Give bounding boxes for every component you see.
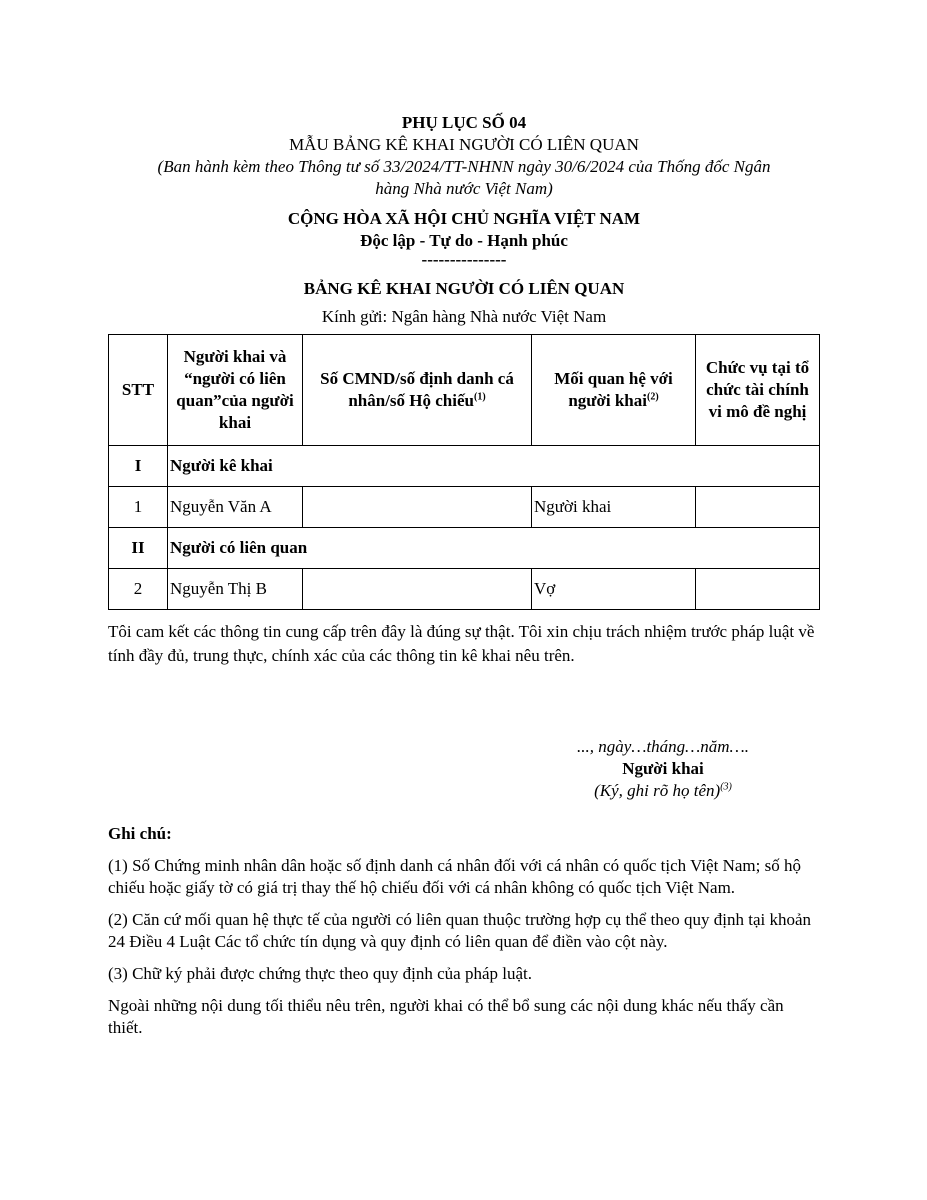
appendix-title: PHỤ LỤC SỐ 04 — [401, 113, 527, 132]
table-row — [109, 569, 820, 610]
signature-block — [503, 736, 823, 802]
note-item: (3) Chữ ký phải được chứng thực theo quy định của pháp luật. — [108, 964, 533, 983]
section-label: Người có liên quan — [168, 528, 820, 569]
section-code: II — [109, 528, 168, 569]
separator: --------------- — [421, 250, 507, 269]
row-relation: Vợ — [532, 569, 696, 610]
section-row-related — [109, 528, 820, 569]
motto: Độc lập - Tự do - Hạnh phúc — [360, 231, 568, 250]
signature-role: Người khai — [622, 759, 704, 778]
notes-section — [108, 823, 820, 1049]
appendix-subtitle: MẪU BẢNG KÊ KHAI NGƯỜI CÓ LIÊN QUAN — [289, 135, 639, 154]
note-item: Ngoài những nội dung tối thiểu nêu trên, người khai có thể bổ sung các nội dung khác nếu thấy cần thiết. — [108, 996, 784, 1037]
row-name: Nguyễn Thị B — [168, 569, 303, 610]
row-stt: 1 — [109, 487, 168, 528]
row-name: Nguyễn Văn A — [168, 487, 303, 528]
signature-hint — [503, 780, 823, 802]
form-title: BẢNG KÊ KHAI NGƯỜI CÓ LIÊN QUAN — [303, 279, 625, 298]
document-page — [108, 108, 820, 1037]
note-item: (1) Số Chứng minh nhân dân hoặc số định danh cá nhân đối với cá nhân có quốc tịch Việt Nam; số hộ chiếu hoặc giấy tờ có giá trị thay thế hộ chiếu đối với cá nhân không có quốc tịch Việt Nam. — [108, 856, 801, 897]
notes-title: Ghi chú: — [108, 824, 172, 843]
header-id-doc-label: Số CMND/số định danh cá nhân/số Hộ chiếu — [320, 369, 514, 410]
header-relation-label: Mối quan hệ với người khai — [554, 369, 673, 410]
recipient-line: Kính gửi: Ngân hàng Nhà nước Việt Nam — [321, 307, 607, 326]
appendix-issued-note: (Ban hành kèm theo Thông tư số 33/2024/TT-NHNN ngày 30/6/2024 của Thống đốc Ngân hàng Nhà nước Việt Nam) — [157, 157, 771, 198]
header-stt: STT — [109, 335, 168, 446]
row-position — [696, 487, 820, 528]
signature-date-line: ..., ngày…tháng…năm…. — [577, 737, 749, 756]
header-relation — [532, 335, 696, 446]
commitment-text: Tôi cam kết các thông tin cung cấp trên đây là đúng sự thật. Tôi xin chịu trách nhiệm trước pháp luật về tính đầy đủ, trung thực, chính xác của các thông tin kê khai nêu trên. — [108, 622, 815, 665]
header-position: Chức vụ tại tổ chức tài chính vi mô đề nghị — [696, 335, 820, 446]
row-stt: 2 — [109, 569, 168, 610]
section-row-declarant — [109, 446, 820, 487]
row-position — [696, 569, 820, 610]
header-id-doc — [303, 335, 532, 446]
note-item: (2) Căn cứ mối quan hệ thực tế của người có liên quan thuộc trường hợp cụ thể theo quy định tại khoản 24 Điều 4 Luật Các tổ chức tín dụng và quy định có liên quan để điền vào cột này. — [108, 910, 812, 951]
row-relation: Người khai — [532, 487, 696, 528]
nation-heading: CỘNG HÒA XÃ HỘI CHỦ NGHĨA VIỆT NAM — [287, 209, 641, 228]
header-name: Người khai và “người có liên quan”của người khai — [168, 335, 303, 446]
declaration-table — [108, 334, 820, 610]
signature-hint-label: (Ký, ghi rõ họ tên) — [594, 781, 721, 800]
table-header-row — [109, 335, 820, 446]
row-id-doc — [303, 569, 532, 610]
footnote-ref-1: (1) — [473, 391, 486, 403]
footnote-ref-3: (3) — [720, 781, 732, 793]
section-label: Người kê khai — [168, 446, 820, 487]
footnote-ref-2: (2) — [647, 391, 659, 403]
table-row — [109, 487, 820, 528]
section-code: I — [109, 446, 168, 487]
row-id-doc — [303, 487, 532, 528]
